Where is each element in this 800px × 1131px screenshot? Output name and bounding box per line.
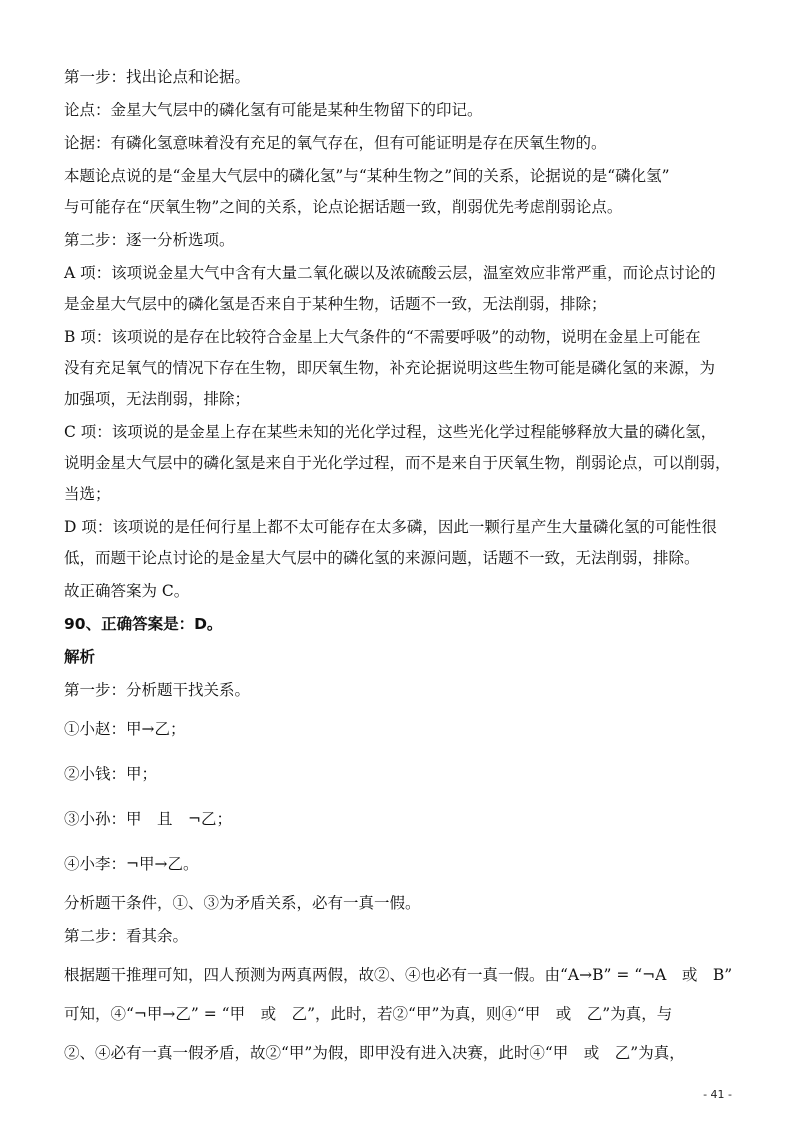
option-d-line: 低，而题干论点讨论的是金星大气层中的磷化氢的来源问题，话题不一致，无法削弱，排除。: [64, 549, 700, 567]
option-b-line: B 项：该项说的是存在比较符合金星上大气条件的“不需要呼吸”的动物，说明在金星上可能在: [64, 328, 701, 346]
option-c-paragraph: [64, 417, 746, 510]
reasoning-line: 根据题干推理可知，四人预测为两真两假，故②、④也必有一真一假。由“A→B” = “¬A 或 B”: [64, 966, 733, 984]
statement-1: ①小赵：甲→乙；: [64, 720, 186, 738]
evidence-text: 论据：有磷化氢意味着没有充足的氧气存在，但有可能证明是存在厌氧生物的。: [64, 134, 607, 152]
analysis-line: 与可能存在“厌氧生物”之间的关系，论点论据话题一致，削弱优先考虑削弱论点。: [64, 198, 623, 216]
document-body: [64, 62, 746, 1071]
argument-text: 论点：金星大气层中的磷化氢有可能是某种生物留下的印记。: [64, 101, 483, 119]
option-a-paragraph: [64, 258, 746, 320]
q90-step2: 第二步：看其余。: [64, 927, 189, 945]
step1-title: 第一步：找出论点和论据。: [64, 68, 251, 86]
option-b-paragraph: [64, 322, 746, 415]
option-c-line: 当选；: [64, 485, 111, 503]
option-d-paragraph: [64, 512, 746, 574]
answer-89: 故正确答案为 C。: [64, 582, 190, 600]
reasoning-line: 可知，④“¬甲→乙” = “甲 或 乙”，此时，若②“甲”为真，则④“甲 或 乙”为真，与: [64, 1005, 673, 1023]
option-c-line: 说明金星大气层中的磷化氢是来自于光化学过程，而不是来自于厌氧生物，削弱论点，可以削弱，: [64, 454, 731, 472]
reasoning-line: ②、④必有一真一假矛盾，故②“甲”为假，即甲没有进入决赛，此时④“甲 或 乙”为真，: [64, 1044, 685, 1062]
analysis-label: 解析: [64, 648, 96, 666]
page-number: - 41 -: [703, 1088, 732, 1101]
option-a-line: A 项：该项说金星大气中含有大量二氧化碳以及浓硫酸云层，温室效应非常严重，而论点讨论的: [64, 264, 716, 282]
step2-title: 第二步：逐一分析选项。: [64, 231, 235, 249]
reasoning-paragraph: [64, 960, 746, 1069]
statement-3: ③小孙：甲 且 ¬乙；: [64, 810, 232, 828]
question-90-title: 90、正确答案是：D。: [64, 615, 223, 633]
option-c-line: C 项：该项说的是金星上存在某些未知的光化学过程，这些光化学过程能够释放大量的磷化氢，: [64, 423, 717, 441]
option-b-line: 没有充足氧气的情况下存在生物，即厌氧生物，补充论据说明这些生物可能是磷化氢的来源，为: [64, 359, 716, 377]
option-a-line: 是金星大气层中的磷化氢是否来自于某种生物，话题不一致，无法削弱，排除；: [64, 295, 607, 313]
option-b-line: 加强项，无法削弱，排除；: [64, 390, 251, 408]
analysis-paragraph: [64, 161, 746, 223]
condition-analysis: 分析题干条件，①、③为矛盾关系，必有一真一假。: [64, 894, 421, 912]
analysis-line: 本题论点说的是“金星大气层中的磷化氢”与“某种生物之”间的关系，论据说的是“磷化氢”: [64, 167, 670, 185]
statement-2: ②小钱：甲；: [64, 765, 158, 783]
q90-step1: 第一步：分析题干找关系。: [64, 681, 251, 699]
statement-4: ④小李：¬甲→乙。: [64, 855, 199, 873]
option-d-line: D 项：该项说的是任何行星上都不太可能存在太多磷，因此一颗行星产生大量磷化氢的可能性很: [64, 518, 717, 536]
